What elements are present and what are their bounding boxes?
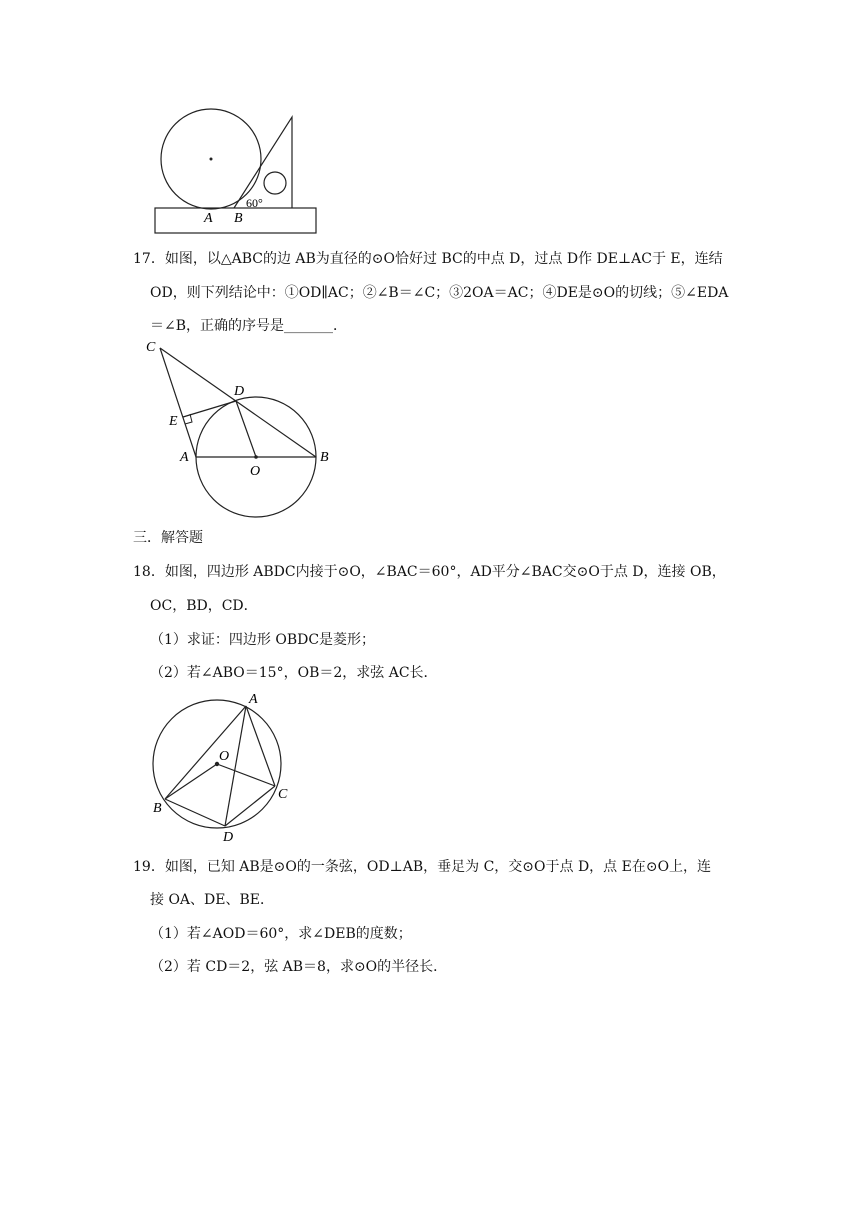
label-E: E: [169, 414, 178, 429]
segment-AD: [225, 706, 246, 826]
segment-CB: [160, 348, 316, 457]
q19-line1: 19．如图，已知 AB是⊙O的一条弦，OD⊥AB，垂足为 C，交⊙O于点 D，点 E在⊙O上，连: [133, 859, 712, 875]
label-O: O: [250, 464, 261, 479]
label-O: O: [219, 749, 230, 764]
set-square-hole: [264, 172, 286, 194]
segment-AB: [165, 706, 246, 799]
q18-line2: OC，BD，CD．: [150, 598, 258, 614]
q19-sub1: （1）若∠AOD＝60°，求∠DEB的度数；: [150, 926, 412, 942]
label-A: A: [249, 692, 258, 707]
label-C: C: [278, 787, 288, 802]
label-A: A: [180, 450, 189, 465]
figure-q17: [140, 335, 340, 525]
segment-CA: [160, 348, 196, 457]
label-A: A: [204, 211, 213, 226]
label-B: B: [153, 801, 162, 816]
label-C: C: [146, 340, 156, 355]
q19-sub2: （2）若 CD＝2，弦 AB＝8，求⊙O的半径长．: [150, 959, 448, 975]
q18-sub1: （1）求证：四边形 OBDC是菱形；: [150, 632, 376, 648]
set-square: [234, 117, 292, 208]
segment-BD: [165, 799, 225, 826]
segment-DE: [183, 401, 236, 417]
segment-OC: [217, 764, 275, 786]
q18-sub2: （2）若∠ABO＝15°，OB＝2，求弦 AC长．: [150, 665, 438, 681]
segment-OD: [236, 401, 256, 457]
label-D: D: [223, 830, 234, 845]
segment-AC: [246, 706, 275, 786]
figure-q16: [150, 105, 330, 240]
segment-DC: [225, 786, 275, 826]
section-title: 三．解答题: [133, 530, 203, 546]
q19-line2: 接 OA、DE、BE．: [150, 892, 274, 908]
circle-center-dot: [210, 158, 213, 161]
label-D: D: [234, 384, 245, 399]
q17-line2: OD，则下列结论中：①OD∥AC；②∠B＝∠C；③2OA＝AC；④DE是⊙O的切线；⑤∠EDA: [150, 285, 729, 301]
label-B: B: [320, 450, 329, 465]
q17-line1: 17．如图，以△ABC的边 AB为直径的⊙O恰好过 BC的中点 D，过点 D作 DE⊥AC于 E，连结: [133, 251, 723, 267]
q17-line3: ＝∠B，正确的序号是_______．: [150, 318, 348, 334]
angle-label: 60°: [246, 196, 263, 210]
center-dot-O: [254, 455, 258, 459]
label-B: B: [234, 211, 243, 226]
figure-q18: [145, 690, 305, 850]
q18-line1: 18．如图，四边形 ABDC内接于⊙O，∠BAC＝60°，AD平分∠BAC交⊙O于点 D，连接 OB，: [133, 564, 726, 580]
